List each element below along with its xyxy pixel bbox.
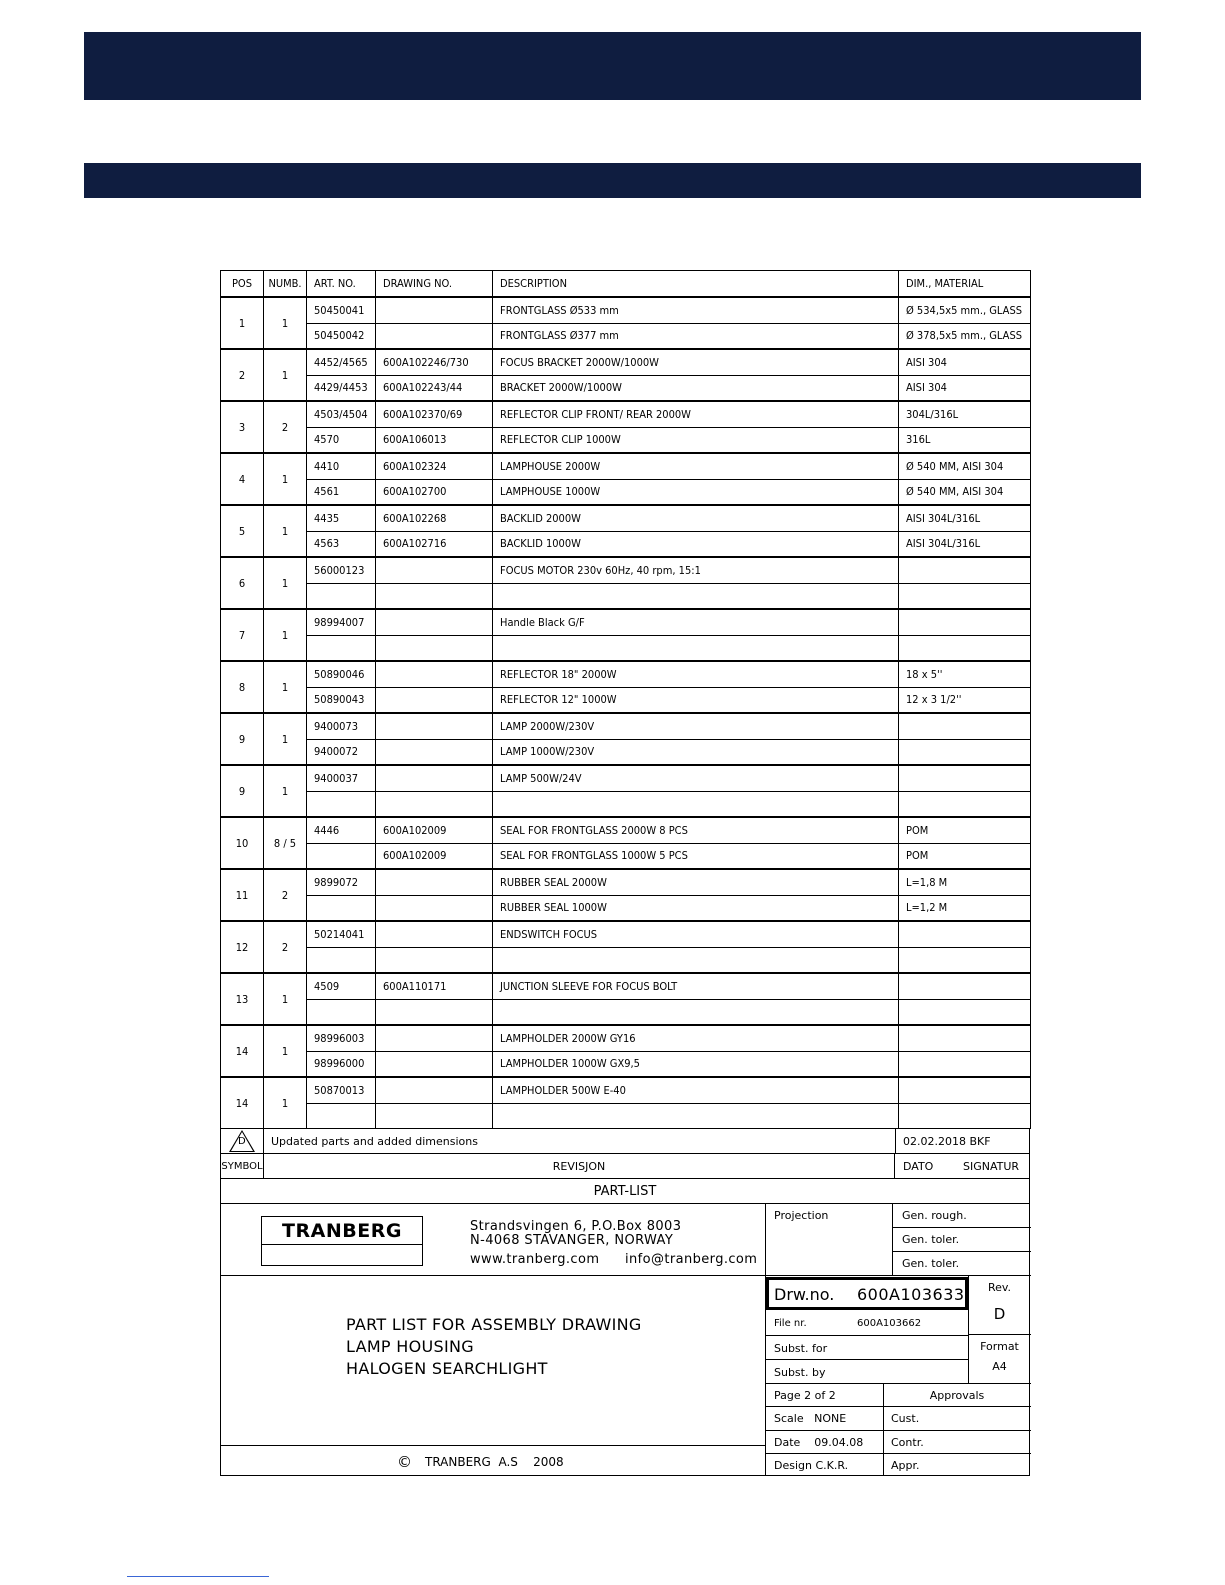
pos-cell: 4 [221,453,264,505]
table-row [221,843,1031,869]
col-header: DESCRIPTION [493,271,899,298]
table-row [221,427,1031,453]
header-band [84,32,1141,100]
art-no-cell: 4503/4504 [307,401,376,427]
description-cell: RUBBER SEAL 2000W [493,869,899,895]
revision-symbol [221,1129,264,1153]
material-cell: Ø 540 MM, AISI 304 [899,479,1031,505]
drawing-no-cell [376,713,493,739]
pos-cell: 13 [221,973,264,1025]
art-no-cell: 56000123 [307,557,376,583]
gen-rough-label: Gen. rough. [902,1209,967,1222]
art-no-cell [307,583,376,609]
col-header: DRAWING NO. [376,271,493,298]
material-cell: POM [899,843,1031,869]
material-cell [899,1103,1031,1129]
art-no-cell: 9400037 [307,765,376,791]
table-row [221,323,1031,349]
numb-cell: 1 [264,453,307,505]
drawing-no-cell: 600A106013 [376,427,493,453]
numb-cell: 1 [264,349,307,401]
revision-text: Updated parts and added dimensions [271,1134,478,1148]
table-row [221,1025,1031,1051]
drawing-no-cell: 600A110171 [376,973,493,999]
description-cell: REFLECTOR CLIP 1000W [493,427,899,453]
table-row [221,947,1031,973]
drawing-no-cell [376,895,493,921]
art-no-cell: 50890043 [307,687,376,713]
description-cell: FRONTGLASS Ø533 mm [493,297,899,323]
format-value: A4 [992,1360,1007,1373]
table-row [221,635,1031,661]
description-cell [493,999,899,1025]
description-cell: LAMP 1000W/230V [493,739,899,765]
drawing-no-cell [376,635,493,661]
drawing-no-cell [376,557,493,583]
address-line2: N-4068 STAVANGER, NORWAY [470,1233,674,1248]
drawing-no-cell: 600A102324 [376,453,493,479]
table-row [221,791,1031,817]
col-header: DIM., MATERIAL [899,271,1031,298]
drawing-no-cell [376,1103,493,1129]
description-cell: LAMP 500W/24V [493,765,899,791]
drawing-no-cell [376,1051,493,1077]
art-no-cell: 9400072 [307,739,376,765]
pos-cell: 11 [221,869,264,921]
drawing-no-cell: 600A102246/730 [376,349,493,375]
drawing-no-cell [376,1025,493,1051]
material-cell: POM [899,817,1031,843]
pos-cell: 12 [221,921,264,973]
art-no-cell: 50890046 [307,661,376,687]
pos-cell: 6 [221,557,264,609]
numb-cell: 1 [264,609,307,661]
drawing-no-cell [376,921,493,947]
title-line1: PART LIST FOR ASSEMBLY DRAWING [346,1315,642,1334]
dato-label: DATO [903,1159,934,1173]
drawing-no-cell: 600A102009 [376,817,493,843]
revision-labels-row [220,1154,1030,1179]
drawing-no-cell [376,661,493,687]
description-cell: BACKLID 2000W [493,505,899,531]
table-row [221,297,1031,323]
drawing-no-cell: 600A102009 [376,843,493,869]
pos-cell: 8 [221,661,264,713]
drawing-no-cell [376,297,493,323]
description-cell [493,947,899,973]
material-cell [899,635,1031,661]
art-no-cell: 4561 [307,479,376,505]
art-no-cell [307,999,376,1025]
material-cell [899,739,1031,765]
drawing-no-cell [376,323,493,349]
pos-cell: 10 [221,817,264,869]
table-row [221,1103,1031,1129]
material-cell [899,1077,1031,1103]
material-cell [899,1025,1031,1051]
drawing-no-cell: 600A102268 [376,505,493,531]
art-no-cell: 50450042 [307,323,376,349]
material-cell: L=1,2 M [899,895,1031,921]
table-row [221,739,1031,765]
drawing-no-cell [376,609,493,635]
table-row [221,765,1031,791]
art-no-cell: 4446 [307,817,376,843]
subst-by-label: Subst. by [774,1366,826,1379]
design-label: Design C.K.R. [774,1459,849,1472]
table-row [221,869,1031,895]
numb-cell: 1 [264,661,307,713]
pos-cell: 3 [221,401,264,453]
material-cell: L=1,8 M [899,869,1031,895]
table-header [221,271,1031,298]
table-row [221,817,1031,843]
art-no-cell: 98996003 [307,1025,376,1051]
drawing-no-cell [376,947,493,973]
pos-cell: 7 [221,609,264,661]
pos-cell: 1 [221,297,264,349]
material-cell [899,609,1031,635]
art-no-cell [307,947,376,973]
gen-toler-label: Gen. toler. [902,1257,960,1270]
cust-label: Cust. [891,1412,920,1425]
title-block [220,1204,1030,1476]
table-row [221,921,1031,947]
approvals-label: Approvals [929,1389,985,1402]
table-row [221,375,1031,401]
rev-value: D [993,1305,1006,1323]
table-row [221,713,1031,739]
material-cell [899,557,1031,583]
art-no-cell: 4570 [307,427,376,453]
description-cell: LAMPHOUSE 1000W [493,479,899,505]
numb-cell: 1 [264,557,307,609]
description-cell: LAMPHOUSE 2000W [493,453,899,479]
description-cell: LAMPHOLDER 1000W GX9,5 [493,1051,899,1077]
art-no-cell: 50214041 [307,921,376,947]
art-no-cell [307,895,376,921]
drawing-no-cell [376,999,493,1025]
table-row [221,999,1031,1025]
contr-label: Contr. [891,1436,924,1449]
numb-cell: 1 [264,1077,307,1129]
description-cell: ENDSWITCH FOCUS [493,921,899,947]
file-nr-value: 600A103662 [857,1318,922,1329]
pos-cell: 14 [221,1025,264,1077]
art-no-cell [307,791,376,817]
art-no-cell: 4452/4565 [307,349,376,375]
rev-label: Rev. [987,1281,1012,1294]
drawing-title [346,1314,642,1380]
table-row [221,895,1031,921]
art-no-cell: 50870013 [307,1077,376,1103]
projection-label: Projection [774,1209,829,1222]
art-no-cell: 4509 [307,973,376,999]
revisjon-label: REVISJON [264,1154,895,1178]
description-cell [493,1103,899,1129]
art-no-cell: 9400073 [307,713,376,739]
copyright-icon: © [397,1453,412,1471]
art-no-cell: 4410 [307,453,376,479]
art-no-cell: 98994007 [307,609,376,635]
drawing-no-cell: 600A102243/44 [376,375,493,401]
description-cell: Handle Black G/F [493,609,899,635]
table-row [221,505,1031,531]
title-line3: HALOGEN SEARCHLIGHT [346,1359,548,1378]
table-row [221,973,1031,999]
drawing-no-cell [376,791,493,817]
material-cell [899,921,1031,947]
art-no-cell [307,1103,376,1129]
table-row [221,1077,1031,1103]
material-cell [899,713,1031,739]
description-cell: LAMPHOLDER 500W E-40 [493,1077,899,1103]
numb-cell: 8 / 5 [264,817,307,869]
drawing-no-cell [376,869,493,895]
company-address [470,1220,681,1248]
drawing-sheet [220,270,1030,1472]
scale-label: Scale NONE [774,1412,847,1425]
table-row [221,1051,1031,1077]
page-indicator: Page 2 of 2 [774,1389,836,1402]
art-no-cell [307,843,376,869]
material-cell: 18 x 5'' [899,661,1031,687]
numb-cell: 2 [264,401,307,453]
table-row [221,479,1031,505]
appr-label: Appr. [891,1459,920,1472]
table-row [221,557,1031,583]
description-cell: RUBBER SEAL 1000W [493,895,899,921]
company-web: www.tranberg.com [470,1252,600,1267]
copyright-text: TRANBERG A.S 2008 [425,1455,564,1469]
material-cell [899,765,1031,791]
section-band [84,163,1141,198]
art-no-cell: 4435 [307,505,376,531]
art-no-cell: 4429/4453 [307,375,376,401]
pos-cell: 9 [221,713,264,765]
drw-no-label: Drw.no. [774,1285,835,1304]
description-cell: FOCUS BRACKET 2000W/1000W [493,349,899,375]
material-cell: AISI 304L/316L [899,505,1031,531]
description-cell: FOCUS MOTOR 230v 60Hz, 40 rpm, 15:1 [493,557,899,583]
drawing-no-cell [376,583,493,609]
numb-cell: 1 [264,505,307,557]
art-no-cell [307,635,376,661]
numb-cell: 1 [264,297,307,349]
material-cell [899,583,1031,609]
drw-no-value: 600A103633 [857,1285,965,1304]
material-cell: Ø 378,5x5 mm., GLASS [899,323,1031,349]
art-no-cell: 98996000 [307,1051,376,1077]
table-row [221,453,1031,479]
drawing-no-cell: 600A102716 [376,531,493,557]
file-nr-label: File nr. [774,1318,807,1329]
description-cell: FRONTGLASS Ø377 mm [493,323,899,349]
numb-cell: 1 [264,713,307,765]
pos-cell: 2 [221,349,264,401]
pos-cell: 14 [221,1077,264,1129]
table-row [221,531,1031,557]
footer-link-underline [127,1576,269,1577]
pos-cell: 5 [221,505,264,557]
col-header: ART. NO. [307,271,376,298]
symbol-label: SYMBOL [221,1154,264,1178]
art-no-cell: 50450041 [307,297,376,323]
part-list-label: PART-LIST [220,1179,1030,1204]
table-row [221,401,1031,427]
company-email: info@tranberg.com [625,1252,758,1267]
numb-cell: 1 [264,1025,307,1077]
material-cell: Ø 534,5x5 mm., GLASS [899,297,1031,323]
table-row [221,583,1031,609]
numb-cell: 2 [264,921,307,973]
description-cell: LAMPHOLDER 2000W GY16 [493,1025,899,1051]
table-row [221,661,1031,687]
material-cell: 304L/316L [899,401,1031,427]
signatur-label: SIGNATUR [963,1159,1020,1173]
description-cell: LAMP 2000W/230V [493,713,899,739]
material-cell: Ø 540 MM, AISI 304 [899,453,1031,479]
description-cell: SEAL FOR FRONTGLASS 1000W 5 PCS [493,843,899,869]
description-cell: REFLECTOR 18" 2000W [493,661,899,687]
material-cell [899,791,1031,817]
pos-cell: 9 [221,765,264,817]
drawing-no-cell [376,687,493,713]
material-cell: AISI 304 [899,349,1031,375]
drawing-no-cell [376,1077,493,1103]
art-no-cell: 9899072 [307,869,376,895]
numb-cell: 2 [264,869,307,921]
description-cell: SEAL FOR FRONTGLASS 2000W 8 PCS [493,817,899,843]
drawing-no-cell: 600A102700 [376,479,493,505]
material-cell: AISI 304L/316L [899,531,1031,557]
numb-cell: 1 [264,765,307,817]
drawing-no-cell [376,739,493,765]
table-row [221,609,1031,635]
material-cell [899,999,1031,1025]
description-cell: BRACKET 2000W/1000W [493,375,899,401]
description-cell: JUNCTION SLEEVE FOR FOCUS BOLT [493,973,899,999]
material-cell [899,973,1031,999]
drawing-no-cell: 600A102370/69 [376,401,493,427]
col-header: POS [221,271,264,298]
revision-triangle-icon: D [229,1130,255,1152]
description-cell [493,635,899,661]
tranberg-logo: TRANBERG [261,1216,423,1266]
material-cell: 12 x 3 1/2'' [899,687,1031,713]
address-line1: Strandsvingen 6, P.O.Box 8003 [470,1219,682,1234]
material-cell [899,1051,1031,1077]
description-cell [493,791,899,817]
numb-cell: 1 [264,973,307,1025]
date-label: Date 09.04.08 [774,1436,864,1449]
parts-table [220,270,1031,1129]
material-cell: AISI 304 [899,375,1031,401]
gen-toler-label: Gen. toler. [902,1233,960,1246]
art-no-cell: 4563 [307,531,376,557]
title-line2: LAMP HOUSING [346,1337,474,1356]
revision-date-sign: 02.02.2018 BKF [903,1134,991,1148]
description-cell: BACKLID 1000W [493,531,899,557]
format-label: Format [980,1340,1019,1353]
drawing-no-cell [376,765,493,791]
table-row [221,687,1031,713]
revision-row [220,1129,1030,1154]
description-cell [493,583,899,609]
material-cell [899,947,1031,973]
description-cell: REFLECTOR 12" 1000W [493,687,899,713]
subst-for-label: Subst. for [774,1342,828,1355]
table-row [221,349,1031,375]
col-header: NUMB. [264,271,307,298]
description-cell: REFLECTOR CLIP FRONT/ REAR 2000W [493,401,899,427]
material-cell: 316L [899,427,1031,453]
